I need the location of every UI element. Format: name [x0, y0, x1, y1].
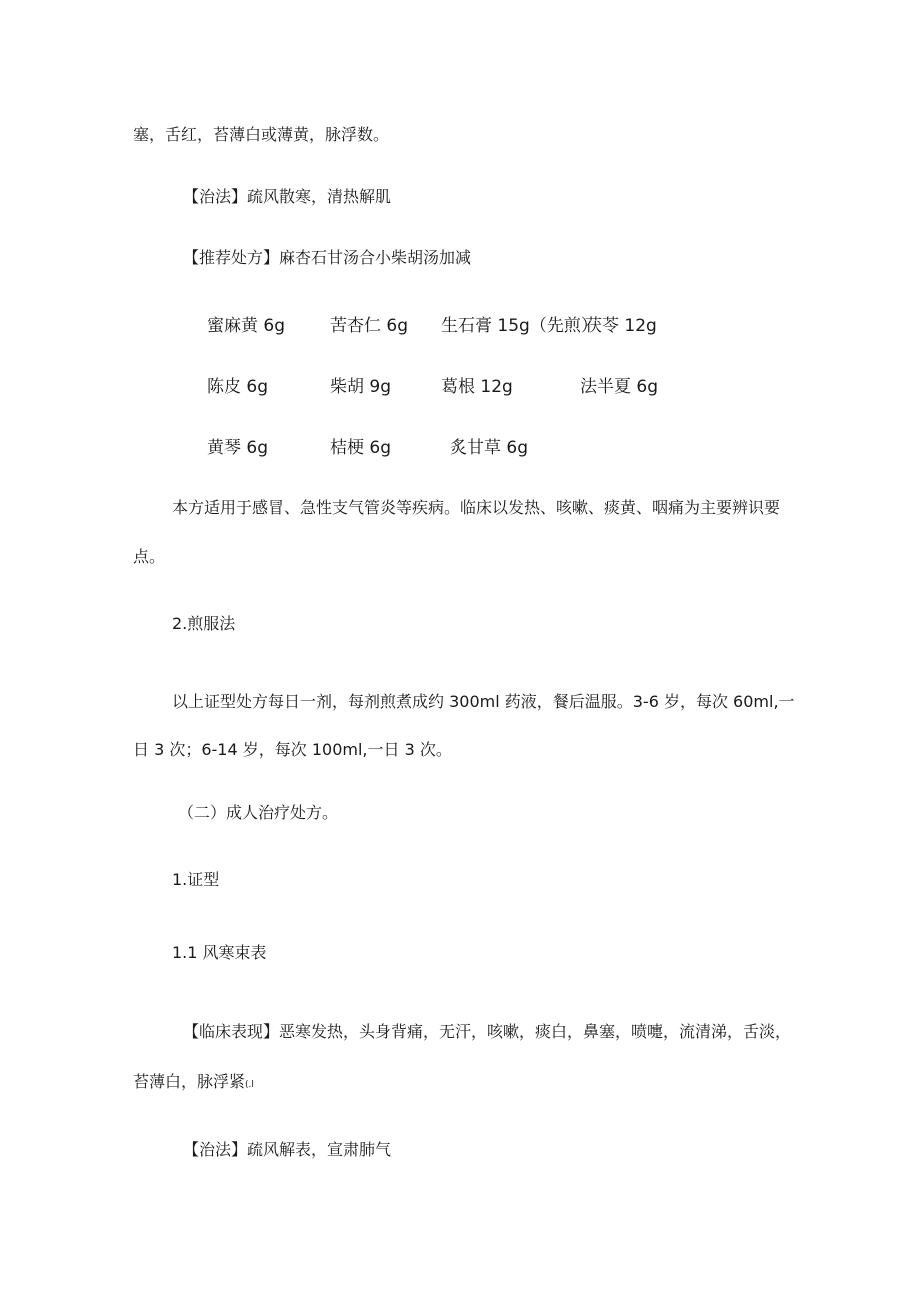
herb-item: 陈皮 6g: [207, 377, 269, 397]
decoction-paragraph-line2: 日 3 次；6-14 岁，每次 100ml,一日 3 次。: [133, 740, 452, 759]
paragraph-continuation: 塞，舌红，苔薄白或薄黄，脉浮数。: [133, 125, 390, 144]
stray-mark: (.l: [245, 1080, 254, 1090]
syndrome-heading: 1.证型: [172, 870, 220, 889]
clinical-manifestation-line1: 【临床表现】恶寒发热，头身背痛，无汗，咳嗽，痰白，鼻塞，喷嚏，流清涕，舌淡，: [183, 1022, 792, 1041]
herb-item: 柴胡 9g: [330, 377, 392, 397]
herb-item: 黄琴 6g: [207, 438, 269, 458]
decoction-heading: 2.煎服法: [172, 614, 236, 633]
adult-section-heading: （二）成人治疗处方。: [178, 803, 339, 822]
treatment-principle-2: 【治法】疏风解表，宣肃肺气: [183, 1140, 392, 1159]
herb-item: 蜜麻黄 6g: [207, 316, 286, 336]
herb-item: 生石膏 15g（先煎）: [441, 316, 598, 336]
indication-paragraph-line2: 点。: [133, 547, 166, 566]
clinical-manifestation-line2: [133, 1071, 254, 1096]
indication-paragraph-line1: 本方适用于感冒、急性支气管炎等疾病。临床以发热、咳嗽、痰黄、咽痛为主要辨识要: [172, 498, 781, 517]
clinical-manifestation-text: 苔薄白，脉浮紧: [133, 1072, 246, 1091]
treatment-principle: 【治法】疏风散寒，清热解肌: [183, 187, 392, 206]
herb-item: 葛根 12g: [441, 377, 513, 397]
herb-item: 炙甘草 6g: [450, 438, 529, 458]
herb-item: 苦杏仁 6g: [330, 316, 409, 336]
herb-item: 茯苓 12g: [585, 316, 657, 336]
decoction-paragraph-line1: 以上证型处方每日一剂，每剂煎煮成约 300ml 药液，餐后温服。3-6 岁，每次 60ml,一: [172, 692, 795, 711]
recommended-prescription: 【推荐处方】麻杏石甘汤合小柴胡汤加减: [183, 248, 472, 267]
wind-cold-heading: 1.1 风寒束表: [172, 943, 267, 962]
herb-item: 桔梗 6g: [330, 438, 392, 458]
herb-item: 法半夏 6g: [580, 377, 659, 397]
